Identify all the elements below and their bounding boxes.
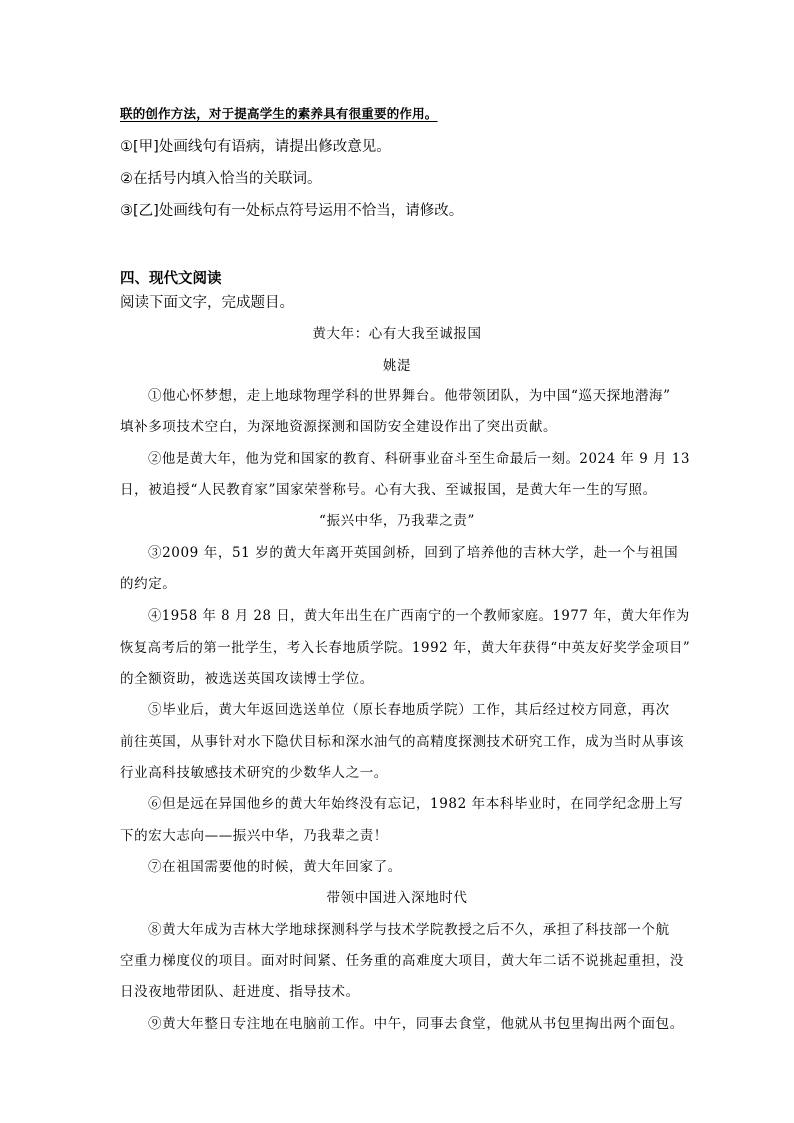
paragraph-2-line-2: 日，被追授“人民教育家”国家荣誉称号。心有大我、至诚报国，是黄大年一生的写照。	[120, 482, 657, 498]
paragraph-4-line-3: 的全额资助，被选送英国攻读博士学位。	[120, 671, 374, 687]
paragraph-7-line-1: ⑦在祖国需要他的时候，黄大年回家了。	[148, 859, 402, 875]
paragraph-6-line-2: 下的宏大志向——振兴中华，乃我辈之责！	[120, 828, 388, 844]
paragraph-8-line-2: 空重力梯度仪的项目。面对时间紧、任务重的高难度大项目，黄大年二话不说挑起重担，没	[120, 953, 684, 969]
paragraph-1-line-1: ①他心怀梦想，走上地球物理学科的世界舞台。他带领团队，为中国“巡天探地潜海”	[148, 388, 671, 404]
question-3: ③[乙]处画线句有一处标点符号运用不恰当，请修改。	[120, 203, 464, 219]
section-heading: 四、现代文阅读	[120, 271, 222, 287]
question-2: ②在括号内填入恰当的关联词。	[120, 171, 322, 187]
instruction: 阅读下面文字，完成题目。	[120, 295, 294, 311]
paragraph-6-line-1: ⑥但是远在异国他乡的黄大年始终没有忘记，1982 年本科毕业时，在同学纪念册上写	[148, 796, 684, 812]
question-1: ①[甲]处画线句有语病，请提出修改意见。	[120, 139, 391, 155]
paragraph-4-line-2: 恢复高考后的第一批学生，考入长春地质学院。1992 年，黄大年获得“中英友好奖学金项目”	[120, 640, 691, 656]
subheading-2: 带领中国进入深地时代	[326, 890, 468, 906]
paragraph-2-line-1: ②他是黄大年，他为党和国家的教育、科研事业奋斗至生命最后一刻。2024 年 9 月 13	[148, 451, 691, 467]
article-author: 姚湜	[382, 358, 412, 374]
paragraph-3-line-1: ③2009 年，51 岁的黄大年离开英国剑桥，回到了培养他的吉林大学，赴一个与祖国	[148, 545, 679, 561]
paragraph-5-line-1: ⑤毕业后，黄大年返回选送单位（原长春地质学院）工作，其后经过校方同意，再次	[148, 702, 670, 718]
subheading-1: “振兴中华，乃我辈之责”	[318, 513, 475, 529]
paragraph-5-line-3: 行业高科技敏感技术研究的少数华人之一。	[120, 765, 388, 781]
paragraph-8-line-3: 日没夜地带团队、赶进度、指导技术。	[120, 984, 360, 1000]
paragraph-5-line-2: 前往英国，从事针对水下隐伏目标和深水油气的高精度探测技术研究工作，成为当时从事该	[120, 734, 684, 750]
paragraph-9-line-1: ⑨黄大年整日专注地在电脑前工作。中午，同事去食堂，他就从书包里掏出两个面包。	[148, 1016, 684, 1032]
paragraph-8-line-1: ⑧黄大年成为吉林大学地球探测科学与技术学院教授之后不久，承担了科技部一个航	[148, 922, 670, 938]
lead-line: 联的创作方法，对于提高学生的素养具有很重要的作用。	[120, 106, 438, 121]
paragraph-3-line-2: 的约定。	[120, 576, 177, 592]
paragraph-1-line-2: 填补多项技术空白，为深地资源探测和国防安全建设作出了突出贡献。	[120, 419, 558, 435]
article-title: 黄大年：心有大我至诚报国	[312, 326, 482, 342]
paragraph-4-line-1: ④1958 年 8 月 28 日，黄大年出生在广西南宁的一个教师家庭。1977 年，黄大年作为	[148, 608, 690, 624]
